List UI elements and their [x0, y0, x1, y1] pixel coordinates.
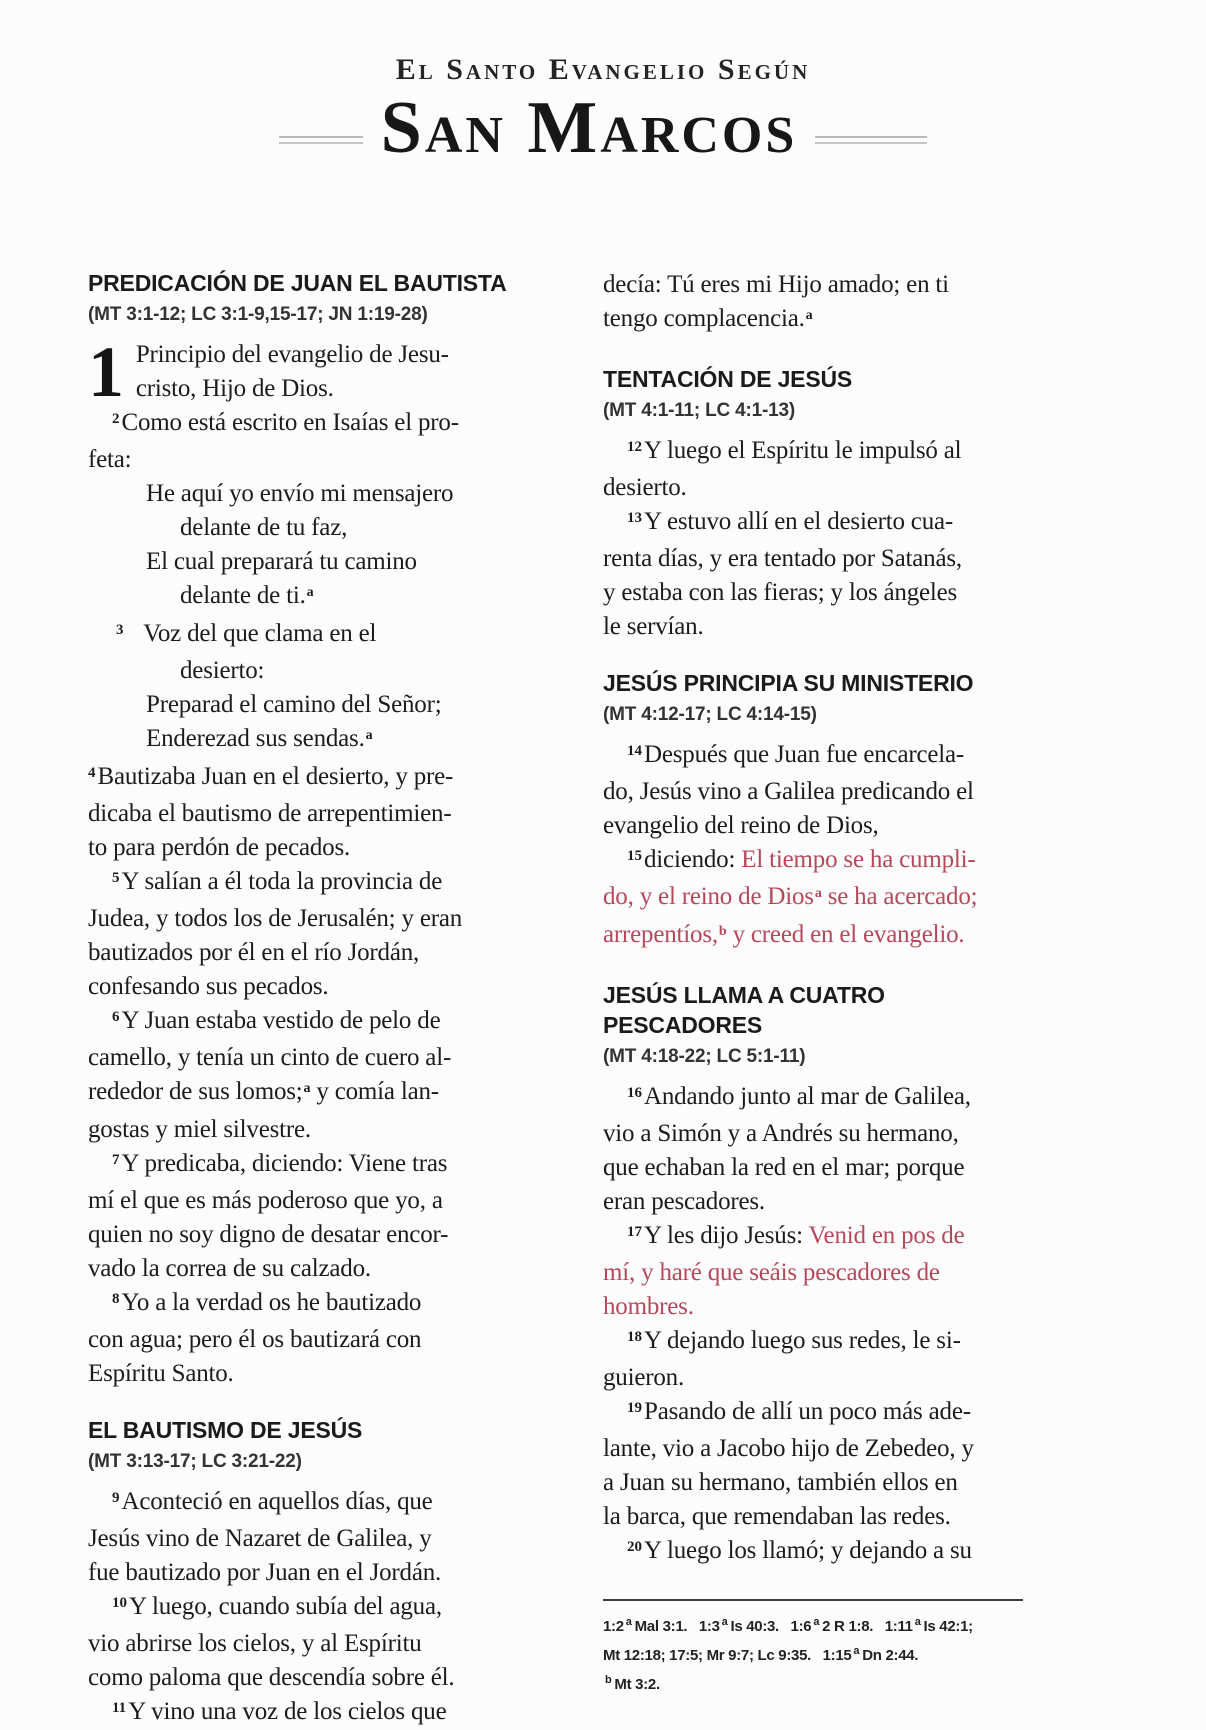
- section-heading: JESÚS LLAMA A CUATRO PESCADORES: [603, 982, 885, 1038]
- text-line: [88, 688, 543, 722]
- chapter-opening: [88, 338, 543, 406]
- verse-number: 19: [627, 1400, 642, 1416]
- body-text: eran pescadores.: [603, 1188, 765, 1215]
- body-text: lante, vio a Jacobo hijo de Zebedeo, y: [603, 1435, 974, 1462]
- section-heading: PREDICACIÓN DE JUAN EL BAUTISTA: [88, 270, 507, 296]
- body-text: guieron.: [603, 1364, 685, 1391]
- text-line: [603, 1534, 1048, 1571]
- section-reference: (MT 3:1-12; LC 3:1-9,15-17; JN 1:19-28): [88, 304, 428, 325]
- text-line: [88, 338, 543, 372]
- body-text: quien no soy digno de desatar encor-: [88, 1221, 449, 1248]
- body-text: renta días, y era tentado por Satanás,: [603, 545, 962, 572]
- verse-number: 7: [112, 1152, 120, 1168]
- body-text: y comía lan-: [310, 1078, 439, 1105]
- verse-number: 16: [627, 1085, 642, 1101]
- body-text: Jesús vino de Nazaret de Galilea, y: [88, 1525, 432, 1552]
- text-line: [603, 1185, 1048, 1219]
- body-text: desierto:: [180, 657, 265, 684]
- book-title: San Marcos: [380, 87, 798, 169]
- verse-paragraph: [88, 1695, 543, 1730]
- text-line: [603, 434, 1048, 471]
- verse-paragraph: [88, 406, 543, 477]
- body-text: con agua; pero él os bautizará con: [88, 1326, 422, 1353]
- body-text: gostas y miel silvestre.: [88, 1116, 311, 1143]
- text-line: [88, 477, 543, 511]
- verse-paragraph: [603, 1534, 1048, 1571]
- left-column: [88, 268, 543, 1730]
- text-line: [88, 511, 543, 545]
- body-text: Bautizaba Juan en el desierto, y pre-: [97, 763, 454, 790]
- section-heading: TENTACIÓN DE JESÚS: [603, 366, 853, 392]
- verse-number: 9: [112, 1490, 120, 1506]
- text-line: [603, 471, 1048, 505]
- body-text: vio a Simón y a Andrés su hermano,: [603, 1120, 959, 1147]
- text-line: [88, 902, 543, 936]
- footnote-letter: a: [914, 1616, 921, 1628]
- body-text: feta:: [88, 446, 132, 473]
- text-line: [88, 1252, 543, 1286]
- text-line: [88, 1147, 543, 1184]
- text-line: [88, 545, 543, 579]
- text-line: [88, 1218, 543, 1252]
- body-text: delante de ti.: [180, 582, 306, 609]
- footnote-verse-ref: 1:15: [822, 1647, 852, 1664]
- body-text: evangelio del reino de Dios,: [603, 812, 879, 839]
- body-text: diciendo:: [644, 846, 742, 873]
- verse-number: 3: [116, 622, 124, 638]
- verse-number: 15: [627, 848, 642, 864]
- jesus-words: El tiempo se ha cumpli-: [741, 846, 976, 873]
- verse-paragraph: [88, 1590, 543, 1695]
- footnote-letter: b: [605, 1674, 612, 1686]
- verse-number: 14: [627, 743, 642, 759]
- body-text: cristo, Hijo de Dios.: [135, 375, 334, 402]
- footnote-letter: a: [721, 1616, 728, 1628]
- body-text: Dn 2:44.: [862, 1647, 919, 1664]
- footnote-letter: a: [306, 585, 314, 600]
- verse-paragraph: [88, 1004, 543, 1147]
- verse-number: 18: [627, 1329, 642, 1345]
- text-line: [88, 1075, 543, 1113]
- body-text: y estaba con las fieras; y los ángeles: [603, 579, 958, 606]
- body-text: vado la correa de su calzado.: [88, 1255, 371, 1282]
- title-flourish-left: [279, 136, 363, 144]
- body-text: decía: Tú eres mi Hijo amado; en ti: [603, 271, 949, 298]
- text-line: [88, 865, 543, 902]
- section-reference: (MT 4:18-22; LC 5:1-11): [603, 1046, 806, 1067]
- verse-number: 17: [627, 1224, 642, 1240]
- text-line: [603, 1500, 1048, 1534]
- text-line: [88, 406, 543, 443]
- text-line: [88, 1627, 543, 1661]
- body-text: bautizados por él en el río Jordán,: [88, 939, 420, 966]
- body-text: Y predicaba, diciendo: Viene tras: [121, 1150, 448, 1177]
- text-line: [603, 576, 1048, 610]
- text-line: [88, 1485, 543, 1522]
- body-text: Mt 3:2.: [614, 1676, 660, 1693]
- footnote-letter: a: [813, 1616, 820, 1628]
- text-line: [603, 1151, 1048, 1185]
- text-line: [603, 302, 1048, 340]
- text-line: [88, 1041, 543, 1075]
- verse-number: 11: [112, 1700, 127, 1716]
- body-text: Andando junto al mar de Galilea,: [644, 1083, 971, 1110]
- verse-paragraph: [603, 268, 1048, 340]
- verse-paragraph: [603, 1080, 1048, 1219]
- text-line: [603, 1324, 1048, 1361]
- verse-paragraph: [88, 865, 543, 1004]
- text-line: [88, 1695, 543, 1730]
- verse-number: 2: [112, 411, 120, 427]
- body-text: a Juan su hermano, también ellos en: [603, 1469, 958, 1496]
- body-text: He aquí yo envío mi mensajero: [146, 480, 454, 507]
- text-line: [88, 1004, 543, 1041]
- body-text: Mal 3:1.: [634, 1618, 699, 1635]
- text-line: [603, 738, 1048, 775]
- body-text: confesando sus pecados.: [88, 973, 329, 1000]
- text-line: [88, 760, 543, 797]
- text-line: [88, 1661, 543, 1695]
- title-flourish-right: [815, 136, 927, 144]
- verse-number: 5: [112, 870, 120, 886]
- body-text: Y vino una voz de los cielos que: [128, 1698, 447, 1725]
- body-text: Y luego los llamó; y dejando a su: [644, 1537, 972, 1564]
- body-text: Y Juan estaba vestido de pelo de: [121, 1007, 441, 1034]
- text-line: [88, 936, 543, 970]
- text-line: [603, 1117, 1048, 1151]
- book-kicker: El Santo Evangelio Según: [395, 53, 811, 86]
- verse-paragraph: [88, 1485, 543, 1590]
- title-row: [0, 87, 1206, 169]
- footnote-letter: a: [805, 308, 813, 323]
- verse-number: 20: [627, 1539, 642, 1555]
- text-line: [603, 268, 1048, 302]
- jesus-words: y creed en el evangelio.: [726, 921, 965, 948]
- body-text: to para perdón de pecados.: [88, 834, 351, 861]
- footnote-verse-ref: 1:3: [698, 1618, 720, 1635]
- body-text: delante de tu faz,: [180, 514, 348, 541]
- verse-number: 10: [112, 1595, 127, 1611]
- body-text: Aconteció en aquellos días, que: [121, 1488, 433, 1515]
- verse-paragraph: [88, 1286, 543, 1391]
- verse-number: 13: [627, 510, 642, 526]
- verse-paragraph: [603, 1324, 1048, 1395]
- text-line: [603, 843, 1048, 880]
- text-line: [603, 1466, 1048, 1500]
- page-header: [0, 0, 1206, 169]
- body-text: Y salían a él toda la provincia de: [121, 868, 443, 895]
- body-text: Voz del que clama en el: [125, 620, 377, 647]
- body-text: Después que Juan fue encarcela-: [644, 741, 965, 768]
- text-line: [603, 880, 1048, 918]
- footnote-letter: a: [303, 1081, 311, 1096]
- text-line: [88, 1113, 543, 1147]
- body-text: Y luego el Espíritu le impulsó al: [644, 437, 962, 464]
- section-heading: JESÚS PRINCIPIA SU MINISTERIO: [603, 670, 974, 696]
- footnote-verse-ref: 1:11: [884, 1618, 913, 1635]
- footnotes: [603, 1613, 1048, 1700]
- text-line: [88, 831, 543, 865]
- verse-paragraph: [88, 477, 543, 760]
- text-line: [603, 1432, 1048, 1466]
- text-line: [603, 1361, 1048, 1395]
- body-text: 2 R 1:8.: [822, 1618, 885, 1635]
- text-line: [88, 1522, 543, 1556]
- footnote-line: [603, 1613, 1048, 1642]
- verse-number: 6: [112, 1009, 120, 1025]
- text-line: [603, 1395, 1048, 1432]
- right-column: [603, 268, 1048, 1730]
- verse-number: 8: [112, 1291, 120, 1307]
- body-text: El cual preparará tu camino: [146, 548, 417, 575]
- body-text: Pasando de allí un poco más ade-: [644, 1398, 971, 1425]
- body-text: Yo a la verdad os he bautizado: [121, 1289, 422, 1316]
- body-text: desierto.: [603, 474, 687, 501]
- body-text: fue bautizado por Juan en el Jordán.: [88, 1559, 442, 1586]
- section-reference: (MT 3:13-17; LC 3:21-22): [88, 1451, 302, 1472]
- body-text: dicaba el bautismo de arrepentimien-: [88, 800, 452, 827]
- footnote-verse-ref: 1:6: [790, 1618, 812, 1635]
- text-line: [88, 1286, 543, 1323]
- text-line: [603, 775, 1048, 809]
- jesus-words-footnote-letter: b: [718, 924, 727, 939]
- jesus-words: do, y el reino de Dios: [603, 883, 814, 910]
- body-text: Y dejando luego sus redes, le si-: [644, 1327, 961, 1354]
- body-text: que echaban la red en el mar; porque: [603, 1154, 965, 1181]
- body-text: Y luego, cuando subía del agua,: [129, 1593, 442, 1620]
- verse-number: 12: [627, 439, 642, 455]
- body-text: Enderezad sus sendas.: [146, 725, 365, 752]
- body-text: do, Jesús vino a Galilea predicando el: [603, 778, 974, 805]
- text-line: [603, 1256, 1048, 1290]
- section-heading: EL BAUTISMO DE JESÚS: [88, 1417, 363, 1443]
- jesus-words-footnote-letter: a: [814, 886, 822, 901]
- text-line: [603, 505, 1048, 542]
- text-line: [603, 542, 1048, 576]
- text-line: [88, 579, 543, 617]
- jesus-words: se ha acercado;: [821, 883, 978, 910]
- body-text: mí el que es más poderoso que yo, a: [88, 1187, 443, 1214]
- text-line: [88, 1357, 543, 1391]
- verse-paragraph: [603, 1395, 1048, 1534]
- text-line: [603, 1080, 1048, 1117]
- text-line: [88, 1323, 543, 1357]
- body-text: Is 40:3.: [730, 1618, 791, 1635]
- verse-number: 4: [88, 765, 96, 781]
- text-line: [603, 1290, 1048, 1324]
- body-text: le servían.: [603, 613, 704, 640]
- text-line: [88, 654, 543, 688]
- text-line: [603, 1219, 1048, 1256]
- jesus-words: hombres.: [603, 1293, 694, 1320]
- body-text: Preparad el camino del Señor;: [146, 691, 442, 718]
- footnote-letter: a: [625, 1616, 632, 1628]
- text-line: [603, 809, 1048, 843]
- footnote-line: [603, 1642, 1048, 1671]
- body-text: Espíritu Santo.: [88, 1360, 234, 1387]
- text-line: [603, 918, 1048, 956]
- footnote-line: [603, 1671, 1048, 1700]
- text-line: [88, 372, 543, 406]
- footnote-verse-ref: 1:2: [603, 1618, 624, 1635]
- jesus-words: mí, y haré que seáis pescadores de: [603, 1259, 940, 1286]
- body-text: Como está escrito en Isaías el pro-: [121, 409, 459, 436]
- body-text: vio abrirse los cielos, y al Espíritu: [88, 1630, 422, 1657]
- body-text: Judea, y todos los de Jerusalén; y eran: [88, 905, 463, 932]
- body-text: tengo complacencia.: [603, 305, 805, 332]
- section-reference: (MT 4:1-11; LC 4:1-13): [603, 400, 795, 421]
- text-line: [88, 722, 543, 760]
- body-text: la barca, que remendaban las redes.: [603, 1503, 951, 1530]
- verse-paragraph: [603, 1219, 1048, 1324]
- verse-paragraph: [603, 434, 1048, 505]
- body-text: como paloma que descendía sobre él.: [88, 1664, 455, 1691]
- body-text: Y les dijo Jesús:: [644, 1222, 809, 1249]
- jesus-words: arrepentíos,: [603, 921, 718, 948]
- verse-paragraph: [88, 1147, 543, 1286]
- verse-paragraph: [603, 505, 1048, 644]
- jesus-words: Venid en pos de: [808, 1222, 965, 1249]
- verse-paragraph: [88, 760, 543, 865]
- footnote-letter: a: [853, 1645, 860, 1657]
- text-line: [88, 1184, 543, 1218]
- body-text: Mt 12:18; 17:5; Mr 9:7; Lc 9:35.: [603, 1647, 823, 1664]
- body-text: camello, y tenía un cinto de cuero al-: [88, 1044, 452, 1071]
- body-text: Is 42:1;: [923, 1618, 973, 1635]
- footnote-divider: [603, 1599, 1023, 1601]
- body-text: rededor de sus lomos;: [88, 1078, 303, 1105]
- section-reference: (MT 4:12-17; LC 4:14-15): [603, 704, 817, 725]
- body-text: Y estuvo allí en el desierto cua-: [644, 508, 954, 535]
- body-text: Principio del evangelio de Jesu-: [135, 341, 449, 368]
- verse-paragraph: [603, 738, 1048, 843]
- text-line: [603, 610, 1048, 644]
- scripture-columns: [0, 268, 1206, 1730]
- text-line: [88, 1556, 543, 1590]
- footnote-letter: a: [365, 728, 373, 743]
- text-line: [88, 1590, 543, 1627]
- text-line: [88, 443, 543, 477]
- text-line: [88, 617, 543, 654]
- verse-paragraph: [603, 843, 1048, 956]
- chapter-number: 1: [88, 338, 124, 406]
- text-line: [88, 970, 543, 1004]
- text-line: [88, 797, 543, 831]
